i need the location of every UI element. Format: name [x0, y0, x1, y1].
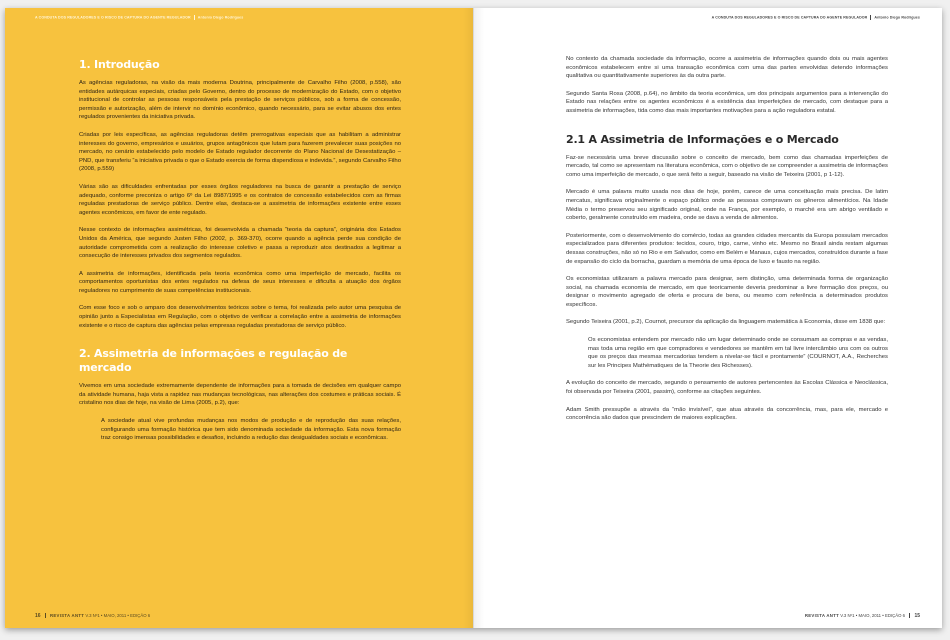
paragraph: No contexto da chamada sociedade da informação, ocorre a assimetria de informações quando dois ou mais agentes econômicos estabelecem entre si uma transação econômica com uma das partes envolvidas detendo informações qualitativa ou quantitativamente superiores às da outra parte. — [566, 56, 888, 80]
gutter-shadow — [474, 8, 484, 628]
running-head-title: A CONDUTA DOS REGULADORES E O RISCO DE CAPTURA DO AGENTE REGULADOR — [711, 15, 868, 20]
right-page-content — [566, 55, 888, 432]
footer-issue: V.3 Nº1 • MAIO, 2011 • EDIÇÃO 6 — [840, 613, 906, 618]
footer-brand: REVISTA ANTT — [49, 613, 85, 618]
footer-divider — [909, 613, 910, 618]
running-head-author: Antonio Diego Rodrigues — [874, 15, 920, 20]
block-quote: A sociedade atual vive profundas mudanças nos modos de produção e de reprodução das suas relações, configurando uma formação histórica que tem sido denominada sociedade da informação. Esta nova formação traz consigo imensas possibilidades e desafios, incluindo a redução das desigualdades sociais e econômicas. — [101, 418, 401, 442]
paragraph: Mercado é uma palavra muito usada nos dias de hoje, porém, carece de uma conceituação mais precisa. De latim mercatus, significava originalmente o espaço público onde as pessoas compravam os gêneros alimentícios. Na Idade Média o termo preservou seu significado original, onde na França, por exemplo, o marché era um abrigo ventilado e coberto, geralmente construído em madeira, onde se dava a venda de alimentos. — [566, 189, 888, 222]
paragraph: Com esse foco e sob o amparo dos desenvolvimentos teóricos sobre o tema, foi realizada pelo autor uma pesquisa de opinião junto a Especialistas em Regulação, com o objetivo de verificar a correlação entre a assimetria de informações existente e o risco de captura das agências pelas empresas reguladas prestadoras de serviço público. — [79, 305, 401, 329]
paragraph: Segundo Santa Rosa (2008, p.64), no âmbito da teoria econômica, um dos principais argumentos para a intervenção do Estado nas relações entre os agentes econômicos é a existência das imperfeições de mercado, com destaque para a assimetria de informações, tida como das mais importantes motivações para a ação reguladora estatal. — [566, 90, 888, 114]
paragraph: Adam Smith pressupõe a através da “mão invisível”, que atua através da concorrência, mas, para ele, mercado e concorrência são dados que prescindem de maiores explicações. — [566, 406, 888, 422]
left-page — [5, 8, 473, 628]
running-head-divider — [870, 15, 871, 20]
left-page-content — [79, 58, 401, 452]
paragraph: A evolução do conceito de mercado, segundo o pensamento de autores pertencentes às Escolas Clássica e Neoclássica, foi observada por Teixeira (2001, passim), conforme as citações seguintes. — [566, 380, 888, 396]
section-title-mercado: 2.1 A Assimetria de Informações e o Mercado — [566, 132, 839, 146]
paragraph: Criadas por leis específicas, as agências reguladoras detêm prerrogativas especiais que as habilitam a administrar interesses do governo, empresários e usuários, grupos antagônicos que lutam para fazerem prevalecer suas posições no mercado, no cenário estabelecido pelo modelo de Estado regulador decorrente do Plano Nacional de Desestatização – PND, que transferiu “a iniciativa privada o que o Estado exercia de forma dispendiosa e indevida.”, segundo Carvalho Filho (2008, p.559) — [79, 131, 401, 173]
page-footer — [35, 613, 150, 619]
running-head — [35, 15, 243, 20]
block-quote: Os economistas entendem por mercado não um lugar determinado onde se consumam as compras e as vendas, mas toda uma região em que compradores e vendedores se mantêm em tal livre intercâmbio uns com os outros que os preços das mesmas mercadorias tendem a nivelar-se fácil e prontamente” (COURNOT, A.A., Recherches sur les Principes Mathématiques de la Theorie des Richesses). — [588, 337, 888, 369]
running-head-author: Antonio Diego Rodrigues — [197, 15, 244, 20]
paragraph: Posteriormente, com o desenvolvimento do comércio, todas as grandes cidades mercantis da Europa possuíam mercados especializados para diferentes produtos: tecidos, couro, trigo, carne, vinho etc. Mesmo no Brasil ainda restam algumas dessas construções, não só no Rio e em Salvador, como em Belém e Manaus, cujos mercados, construídos durante a fase de expansão do ciclo da borracha, guardam a memória de uma época de luxo e fausto na região. — [566, 232, 888, 265]
footer-brand: REVISTA ANTT — [804, 613, 840, 618]
magazine-spread — [5, 8, 942, 628]
gutter-shadow — [463, 8, 473, 628]
paragraph: As agências reguladoras, na visão da mais moderna Doutrina, principalmente de Carvalho Filho (2008, p.558), são entidades autárquicas especiais, criadas pelo Governo, dentro do processo de modernização do Estado, com o objetivo institucional de controlar as pessoas responsáveis pela prestação de serviços públicos, sob a forma de concessão, permissão e autorização, além de intervir no domínio econômico, quando necessário, para se evitar abusos dos entes regulados provenientes da iniciativa privada. — [79, 80, 401, 121]
page-number: 16 — [35, 613, 41, 619]
spacer — [566, 125, 888, 133]
paragraph: Faz-se necessária uma breve discussão sobre o conceito de mercado, bem como das chamadas imperfeições de mercado, tal como se apresentam na literatura econômica, com o objetivo de se compreender a assimetria de informações como uma imperfeição de mercado, o que será feito a seguir, baseado na visão de Teixeira (2001, p 1-12). — [566, 154, 888, 178]
footer-divider — [45, 613, 46, 618]
paragraph: Segundo Teixeira (2001, p.2), Cournot, precursor da aplicação da linguagem matemática à Economia, disse em 1838 que: — [566, 319, 886, 326]
footer-issue: V.3 Nº1 • MAIO, 2011 • EDIÇÃO 6 — [85, 613, 151, 618]
page-number: 15 — [914, 613, 920, 619]
paragraph: A assimetria de informações, identificada pela teoria econômica como uma imperfeição de mercado, facilita os comportamentos oportunistas dos entes regulados na defesa de seus interesses e dificulta a atuação dos órgãos reguladores no cumprimento de suas competências institucionais. — [79, 270, 401, 294]
spacer — [79, 339, 401, 347]
paragraph: Várias são as dificuldades enfrentadas por esses órgãos reguladores na busca de garantir a prestação de serviço adequado, conforme preconiza o artigo 6º da Lei 8987/1995 e os contratos de concessão estabelecidos com as firmas reguladas prestadoras de serviço público. Dentre elas, destaca-se a assimetria de informações existente entre esses agentes econômicos, em favor de ente regulado. — [79, 183, 401, 216]
right-page — [473, 8, 942, 628]
running-head-title: A CONDUTA DOS REGULADORES E O RISCO DE CAPTURA DO AGENTE REGULADOR — [35, 15, 191, 20]
paragraph: Os economistas utilizaram a palavra mercado para designar, sem distinção, uma determinada forma de organização social, na chamada economia de mercado, em que teoricamente deveria predominar a livre formação dos preços, ou designar o movimento agregado de oferta e procura de bens, ou mesmo com referência a determinados produtos específicos. — [566, 276, 888, 308]
paragraph: Vivemos em uma sociedade extremamente dependente de informações para a tomada de decisões em qualquer campo da atividade humana, haja vista a rapidez nas mudanças tecnológicas, nas alterações dos costumes e práticas sociais. É cristalino nos dias de hoje, na visão de Lima (2005, p.2), que: — [79, 383, 401, 407]
paragraph: Nesse contexto de informações assimétricas, foi desenvolvida a chamada “teoria da captura”, originária dos Estados Unidos da América, que segundo Justen Filho (2002, p. 369-370), ocorre quando a agência perde sua condição de autoridade comprometida com a realização do interesse coletivo e passa a reproduzir atos destinados a legitimar a consecução de interesses privados dos segmentos regulados. — [79, 227, 401, 260]
running-head-divider — [194, 15, 195, 20]
section-title-assimetria: 2. Assimetria de informações e regulação de mercado — [79, 347, 348, 375]
page-footer — [805, 613, 920, 619]
section-title-introducao: 1. Introdução — [79, 58, 160, 71]
running-head — [712, 15, 920, 20]
